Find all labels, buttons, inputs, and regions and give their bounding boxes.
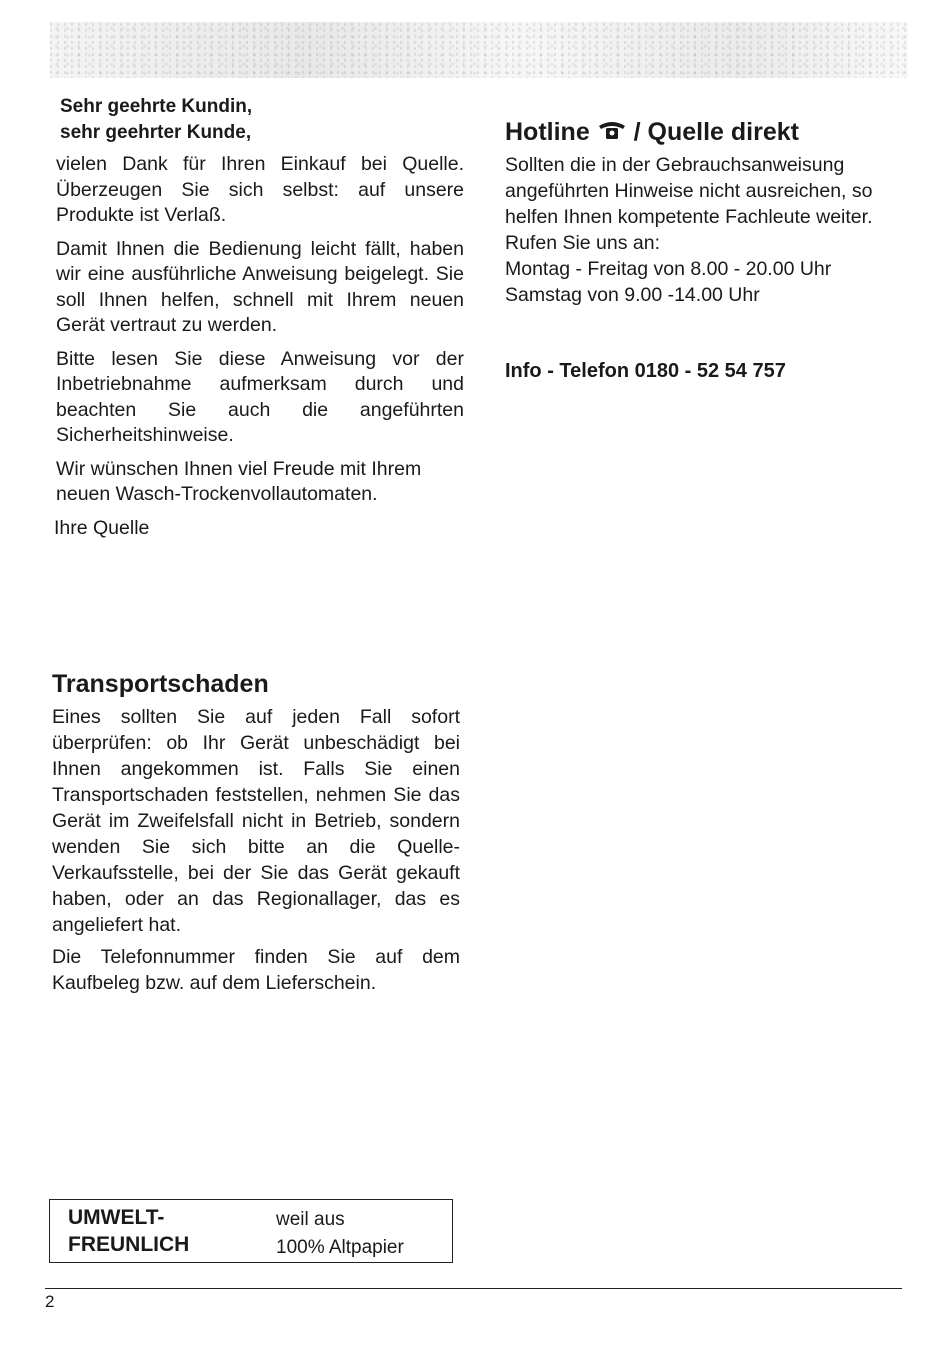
eco-label-line-2: FREUNLICH bbox=[68, 1233, 190, 1256]
transport-paragraph-2: Die Telefonnummer finden Sie auf dem Kaufbeleg bzw. auf dem Lieferschein. bbox=[52, 946, 460, 994]
hotline-hours-saturday: Samstag von 9.00 -14.00 Uhr bbox=[505, 284, 760, 306]
hotline-call-text: Rufen Sie uns an: bbox=[505, 232, 661, 254]
page-number: 2 bbox=[45, 1292, 55, 1311]
eco-label-line-1: UMWELT- bbox=[68, 1206, 165, 1229]
hotline-heading bbox=[505, 116, 915, 148]
eco-notice-box bbox=[49, 1199, 453, 1263]
footer-divider bbox=[45, 1288, 902, 1289]
hotline-heading-suffix: / Quelle direkt bbox=[633, 118, 799, 146]
greeting bbox=[60, 94, 464, 146]
scan-noise-band bbox=[50, 22, 908, 78]
greeting-line-1: Sehr geehrte Kundin, bbox=[60, 96, 253, 117]
eco-description-line-1: weil aus bbox=[276, 1209, 345, 1230]
eco-label bbox=[68, 1204, 189, 1258]
hotline-heading-prefix: Hotline bbox=[505, 118, 590, 146]
transport-paragraph-1: Eines sollten Sie auf jeden Fall sofort überprüfen: ob Ihr Gerät unbeschädigt bei Ihnen angekommen ist. Falls Sie einen Transportschaden feststellen, nehmen Sie das Gerät im Zweifelsfall nicht in Betrieb, sondern wenden Sie sich bitte an die Quelle-Verkaufsstelle, bei der Sie das Gerät gekauft haben, oder an das Regionallager, das es angeliefert hat. bbox=[52, 706, 460, 936]
hotline-section bbox=[505, 116, 915, 384]
hotline-paragraph: Sollten die in der Gebrauchsanweisung angeführten Hinweise nicht ausreichen, so helfen Ihnen kompetente Fachleute weiter. bbox=[505, 154, 873, 228]
telephone-icon bbox=[597, 119, 627, 141]
intro-letter bbox=[52, 94, 464, 541]
intro-paragraph-4: Wir wünschen Ihnen viel Freude mit Ihrem neuen Wasch-Trockenvollautomaten. bbox=[56, 457, 422, 505]
intro-paragraph-2: Damit Ihnen die Bedienung leicht fällt, haben wir eine ausführliche Anweisung beigelegt. Sie soll Ihnen helfen, schnell mit Ihrem neuen Gerät vertraut zu werden. bbox=[56, 237, 464, 336]
eco-description-line-2: 100% Altpapier bbox=[276, 1237, 404, 1258]
intro-paragraph-1: vielen Dank für Ihren Einkauf bei Quelle. Überzeugen Sie sich selbst: auf unsere Produkte ist Verlaß. bbox=[56, 153, 464, 226]
intro-paragraph-3: Bitte lesen Sie diese Anweisung vor der Inbetriebnahme aufmerksam durch und beachten Sie auch die angeführten Sicherheitshinweise. bbox=[56, 347, 464, 446]
info-phone: Info - Telefon 0180 - 52 54 757 bbox=[505, 360, 786, 382]
transport-heading: Transportschaden bbox=[52, 670, 269, 698]
signoff: Ihre Quelle bbox=[54, 516, 150, 539]
eco-description bbox=[276, 1206, 404, 1262]
hotline-hours-weekdays: Montag - Freitag von 8.00 - 20.00 Uhr bbox=[505, 258, 832, 280]
transport-section bbox=[52, 668, 460, 996]
greeting-line-2: sehr geehrter Kunde, bbox=[60, 122, 252, 143]
